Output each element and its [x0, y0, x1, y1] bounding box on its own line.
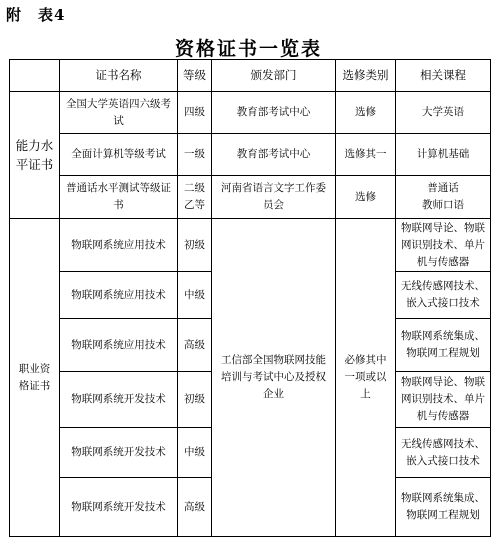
related-course-cell: 物联网系统集成、物联网工程规划: [396, 319, 491, 372]
issuer-cell: 教育部考试中心: [212, 92, 336, 134]
vocational-type-cell: 必修其中一项或以上: [336, 219, 396, 537]
related-course-cell: 物联网导论、物联网识别技术、单片机与传感器: [396, 372, 491, 428]
elective-type-cell: 选修其一: [336, 134, 396, 176]
certificate-table: [9, 59, 491, 537]
level-cell: 二级乙等: [178, 176, 212, 219]
table-row: [10, 134, 491, 176]
cert-name-cell: 全面计算机等级考试: [60, 134, 178, 176]
header-elective-type: 选修类别: [336, 60, 396, 92]
level-cell: 四级: [178, 92, 212, 134]
level-cell: 初级: [178, 219, 212, 272]
related-course-cell: 大学英语: [396, 92, 491, 134]
related-course-cell: 物联网导论、物联网识别技术、单片机与传感器: [396, 219, 491, 272]
level-cell: 高级: [178, 319, 212, 372]
header-issuer: 颁发部门: [212, 60, 336, 92]
cert-name-cell: 普通话水平测试等级证书: [60, 176, 178, 219]
table-row: [10, 92, 491, 134]
page-title: 资格证书一览表: [174, 38, 322, 60]
header-cert-name: 证书名称: [60, 60, 178, 92]
cert-name-cell: 全国大学英语四六级考试: [60, 92, 178, 134]
group-ability-label: 能力水平证书: [10, 92, 60, 219]
elective-type-cell: 选修: [336, 176, 396, 219]
level-cell: 中级: [178, 428, 212, 478]
related-course-cell: 计算机基础: [396, 134, 491, 176]
level-cell: 中级: [178, 272, 212, 319]
cert-name-cell: 物联网系统应用技术: [60, 272, 178, 319]
level-cell: 初级: [178, 372, 212, 428]
issuer-cell: 河南省语言文字工作委员会: [212, 176, 336, 219]
table-row: [10, 176, 491, 219]
level-cell: 一级: [178, 134, 212, 176]
appendix-label: 附 表4: [6, 6, 66, 24]
related-course-cell: 普通话 教师口语: [396, 176, 491, 219]
cert-name-cell: 物联网系统开发技术: [60, 478, 178, 537]
level-cell: 高级: [178, 478, 212, 537]
header-blank: [10, 60, 60, 92]
header-level: 等级: [178, 60, 212, 92]
header-row: [10, 60, 491, 92]
cert-name-cell: 物联网系统开发技术: [60, 428, 178, 478]
cert-name-cell: 物联网系统应用技术: [60, 319, 178, 372]
vocational-issuer-cell: 工信部全国物联网技能培训与考试中心及授权企业: [212, 219, 336, 537]
issuer-cell: 教育部考试中心: [212, 134, 336, 176]
related-course-cell: 无线传感网技术、嵌入式接口技术: [396, 428, 491, 478]
cert-name-cell: 物联网系统开发技术: [60, 372, 178, 428]
elective-type-cell: 选修: [336, 92, 396, 134]
table-row: [10, 219, 491, 272]
cert-name-cell: 物联网系统应用技术: [60, 219, 178, 272]
group-vocational-label: 职业资格证书: [10, 219, 60, 537]
header-related-course: 相关课程: [396, 60, 491, 92]
related-course-cell: 物联网系统集成、物联网工程规划: [396, 478, 491, 537]
related-course-cell: 无线传感网技术、嵌入式接口技术: [396, 272, 491, 319]
